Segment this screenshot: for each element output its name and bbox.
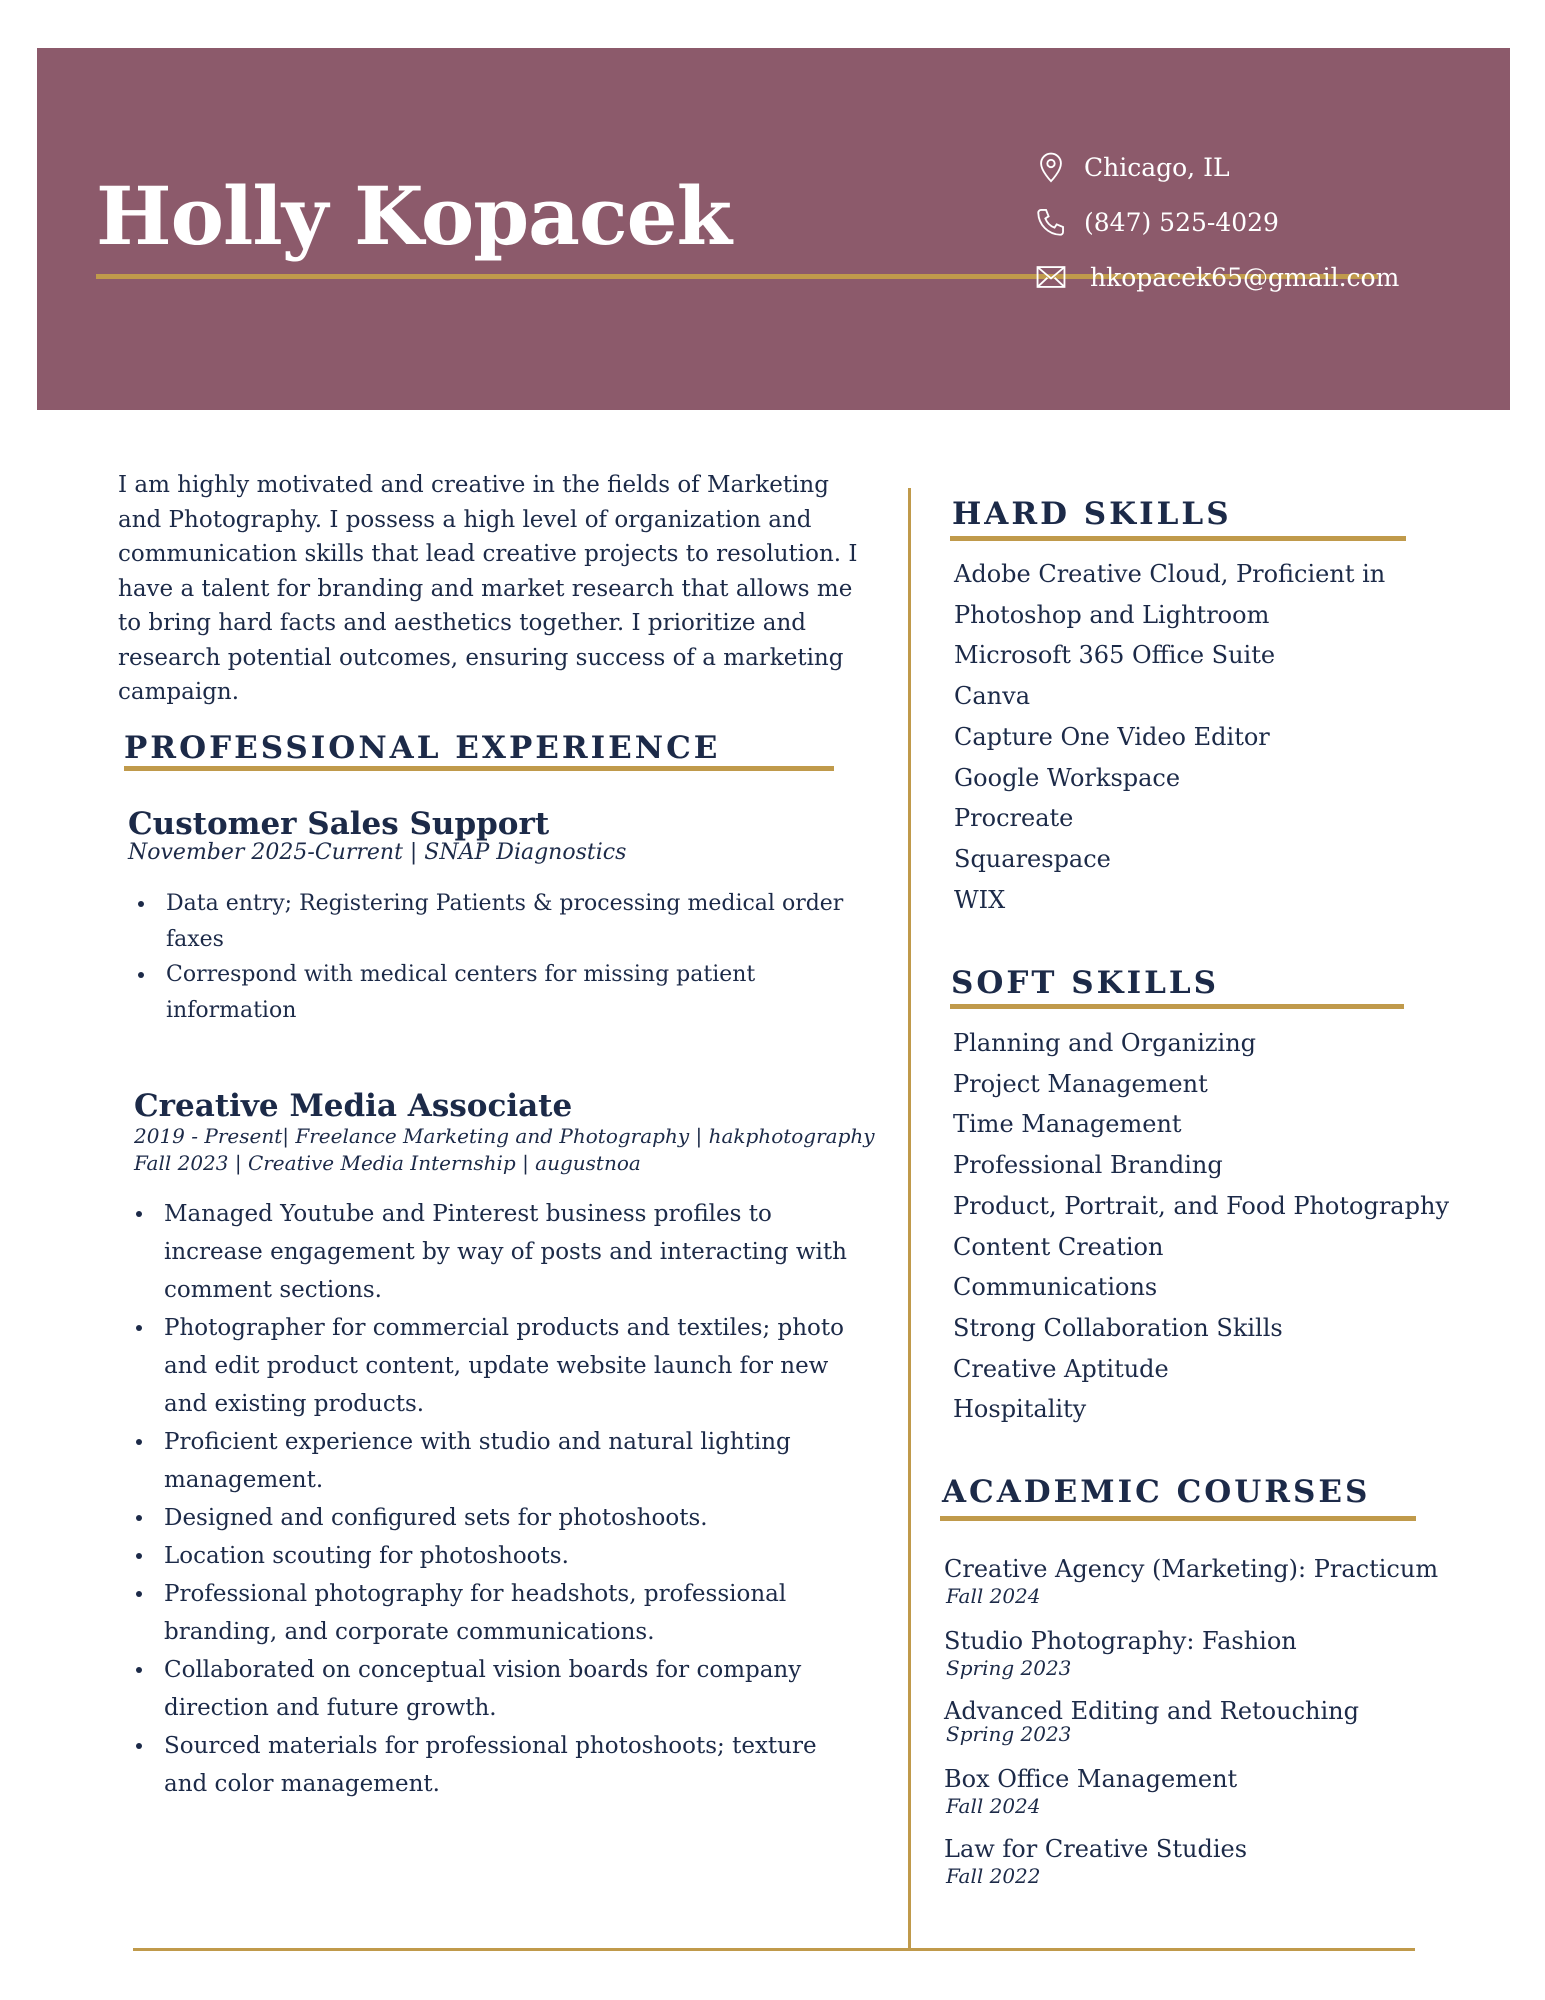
job-meta: 2019 - Present| Freelance Marketing and Photography | hakphotography bbox=[134, 1124, 875, 1148]
hard-skills-rule bbox=[950, 536, 1406, 541]
list-item: Product, Portrait, and Food Photography bbox=[953, 1191, 1449, 1220]
course-term: Fall 2022 bbox=[946, 1864, 1041, 1888]
list-item: WIX bbox=[954, 885, 1006, 914]
list-item: Hospitality bbox=[953, 1395, 1087, 1424]
course-term: Spring 2023 bbox=[946, 1722, 1072, 1746]
phone-icon bbox=[1034, 205, 1068, 239]
list-item: Microsoft 365 Office Suite bbox=[954, 641, 1276, 670]
job-title: Customer Sales Support bbox=[128, 806, 550, 842]
course-item bbox=[944, 1626, 1297, 1680]
list-item: Professional Branding bbox=[953, 1151, 1223, 1180]
course-name: Advanced Editing and Retouching bbox=[944, 1697, 1359, 1725]
list-item: Capture One Video Editor bbox=[954, 722, 1270, 751]
soft-skills-list bbox=[953, 1023, 1449, 1430]
course-name: Law for Creative Studies bbox=[944, 1835, 1248, 1863]
soft-skills-heading: SOFT SKILLS bbox=[951, 965, 1220, 1001]
list-item: Communications bbox=[953, 1273, 1158, 1302]
list-item: Sourced materials for professional photoshoots; texture and color management. bbox=[126, 1727, 866, 1803]
course-item bbox=[944, 1696, 1359, 1746]
phone-text[interactable]: (847) 525-4029 bbox=[1084, 207, 1279, 237]
list-item: Managed Youtube and Pinterest business profiles to increase engagement by way of posts and interacting with comment sections. bbox=[126, 1195, 866, 1309]
location-text: Chicago, IL bbox=[1084, 152, 1230, 182]
course-name: Studio Photography: Fashion bbox=[944, 1627, 1297, 1655]
list-item: Time Management bbox=[953, 1110, 1182, 1139]
soft-skills-rule bbox=[950, 1004, 1404, 1009]
course-item bbox=[944, 1764, 1237, 1818]
email-text[interactable]: hkopacek65@gmail.com bbox=[1090, 262, 1400, 292]
list-item: Correspond with medical centers for missing patient information bbox=[128, 957, 848, 1028]
candidate-name: Holly Kopacek bbox=[96, 169, 732, 263]
experience-heading: PROFESSIONAL EXPERIENCE bbox=[124, 730, 721, 766]
summary-paragraph: I am highly motivated and creative in the fields of Marketing and Photography. I possess a high level of organization and communication skills that lead creative projects to resolution. I have a talent for branding and market research that allows me to bring hard facts and aesthetics together. I prioritize and research potential outcomes, ensuring success of a marketing campaign. bbox=[118, 472, 858, 705]
course-term: Spring 2023 bbox=[946, 1656, 1072, 1680]
list-item: Photographer for commercial products and textiles; photo and edit product content, update website launch for new and existing products. bbox=[126, 1309, 866, 1423]
list-item: Collaborated on conceptual vision boards for company direction and future growth. bbox=[126, 1651, 866, 1727]
courses-rule bbox=[940, 1516, 1416, 1521]
mail-icon bbox=[1034, 260, 1068, 294]
footer-rule bbox=[133, 1948, 1415, 1951]
list-item: Content Creation bbox=[953, 1232, 1164, 1261]
course-term: Fall 2024 bbox=[946, 1794, 1041, 1818]
list-item: Creative Aptitude bbox=[953, 1354, 1169, 1383]
list-item: Strong Collaboration Skills bbox=[953, 1313, 1283, 1342]
contact-email bbox=[1034, 260, 1399, 294]
list-item: Squarespace bbox=[954, 844, 1111, 873]
list-item: Google Workspace bbox=[954, 763, 1181, 792]
course-name: Box Office Management bbox=[944, 1765, 1238, 1793]
hard-skills-heading: HARD SKILLS bbox=[952, 496, 1232, 532]
list-item: Planning and Organizing bbox=[953, 1029, 1257, 1057]
course-term: Fall 2024 bbox=[946, 1584, 1041, 1608]
location-pin-icon bbox=[1034, 150, 1068, 184]
contact-location bbox=[1034, 150, 1230, 184]
course-name: Creative Agency (Marketing): Practicum bbox=[944, 1555, 1439, 1583]
list-item: Professional photography for headshots, professional branding, and corporate communications. bbox=[126, 1575, 866, 1651]
list-item: Designed and configured sets for photoshoots. bbox=[126, 1499, 866, 1537]
course-item bbox=[944, 1554, 1438, 1608]
list-item: Project Management bbox=[953, 1069, 1208, 1098]
list-item: Canva bbox=[954, 682, 1030, 711]
list-item: Photoshop and Lightroom bbox=[954, 600, 1270, 629]
column-divider bbox=[908, 488, 911, 1950]
job-meta: November 2025-Current | SNAP Diagnostics bbox=[128, 840, 627, 865]
list-item: Procreate bbox=[954, 804, 1074, 833]
list-item: Proficient experience with studio and natural lighting management. bbox=[126, 1423, 866, 1499]
list-item: Location scouting for photoshoots. bbox=[126, 1537, 866, 1575]
list-item: Adobe Creative Cloud, Proficient in bbox=[954, 560, 1386, 588]
job-bullets bbox=[128, 886, 848, 1028]
hard-skills-list bbox=[954, 554, 1385, 920]
job-meta: Fall 2023 | Creative Media Internship | augustnoa bbox=[134, 1151, 641, 1175]
job-bullets bbox=[126, 1195, 866, 1803]
list-item: Data entry; Registering Patients & processing medical order faxes bbox=[128, 886, 848, 957]
courses-heading: ACADEMIC COURSES bbox=[942, 1474, 1371, 1510]
contact-phone bbox=[1034, 205, 1279, 239]
experience-rule bbox=[124, 766, 834, 771]
course-item bbox=[944, 1834, 1247, 1888]
job-title: Creative Media Associate bbox=[134, 1088, 573, 1124]
